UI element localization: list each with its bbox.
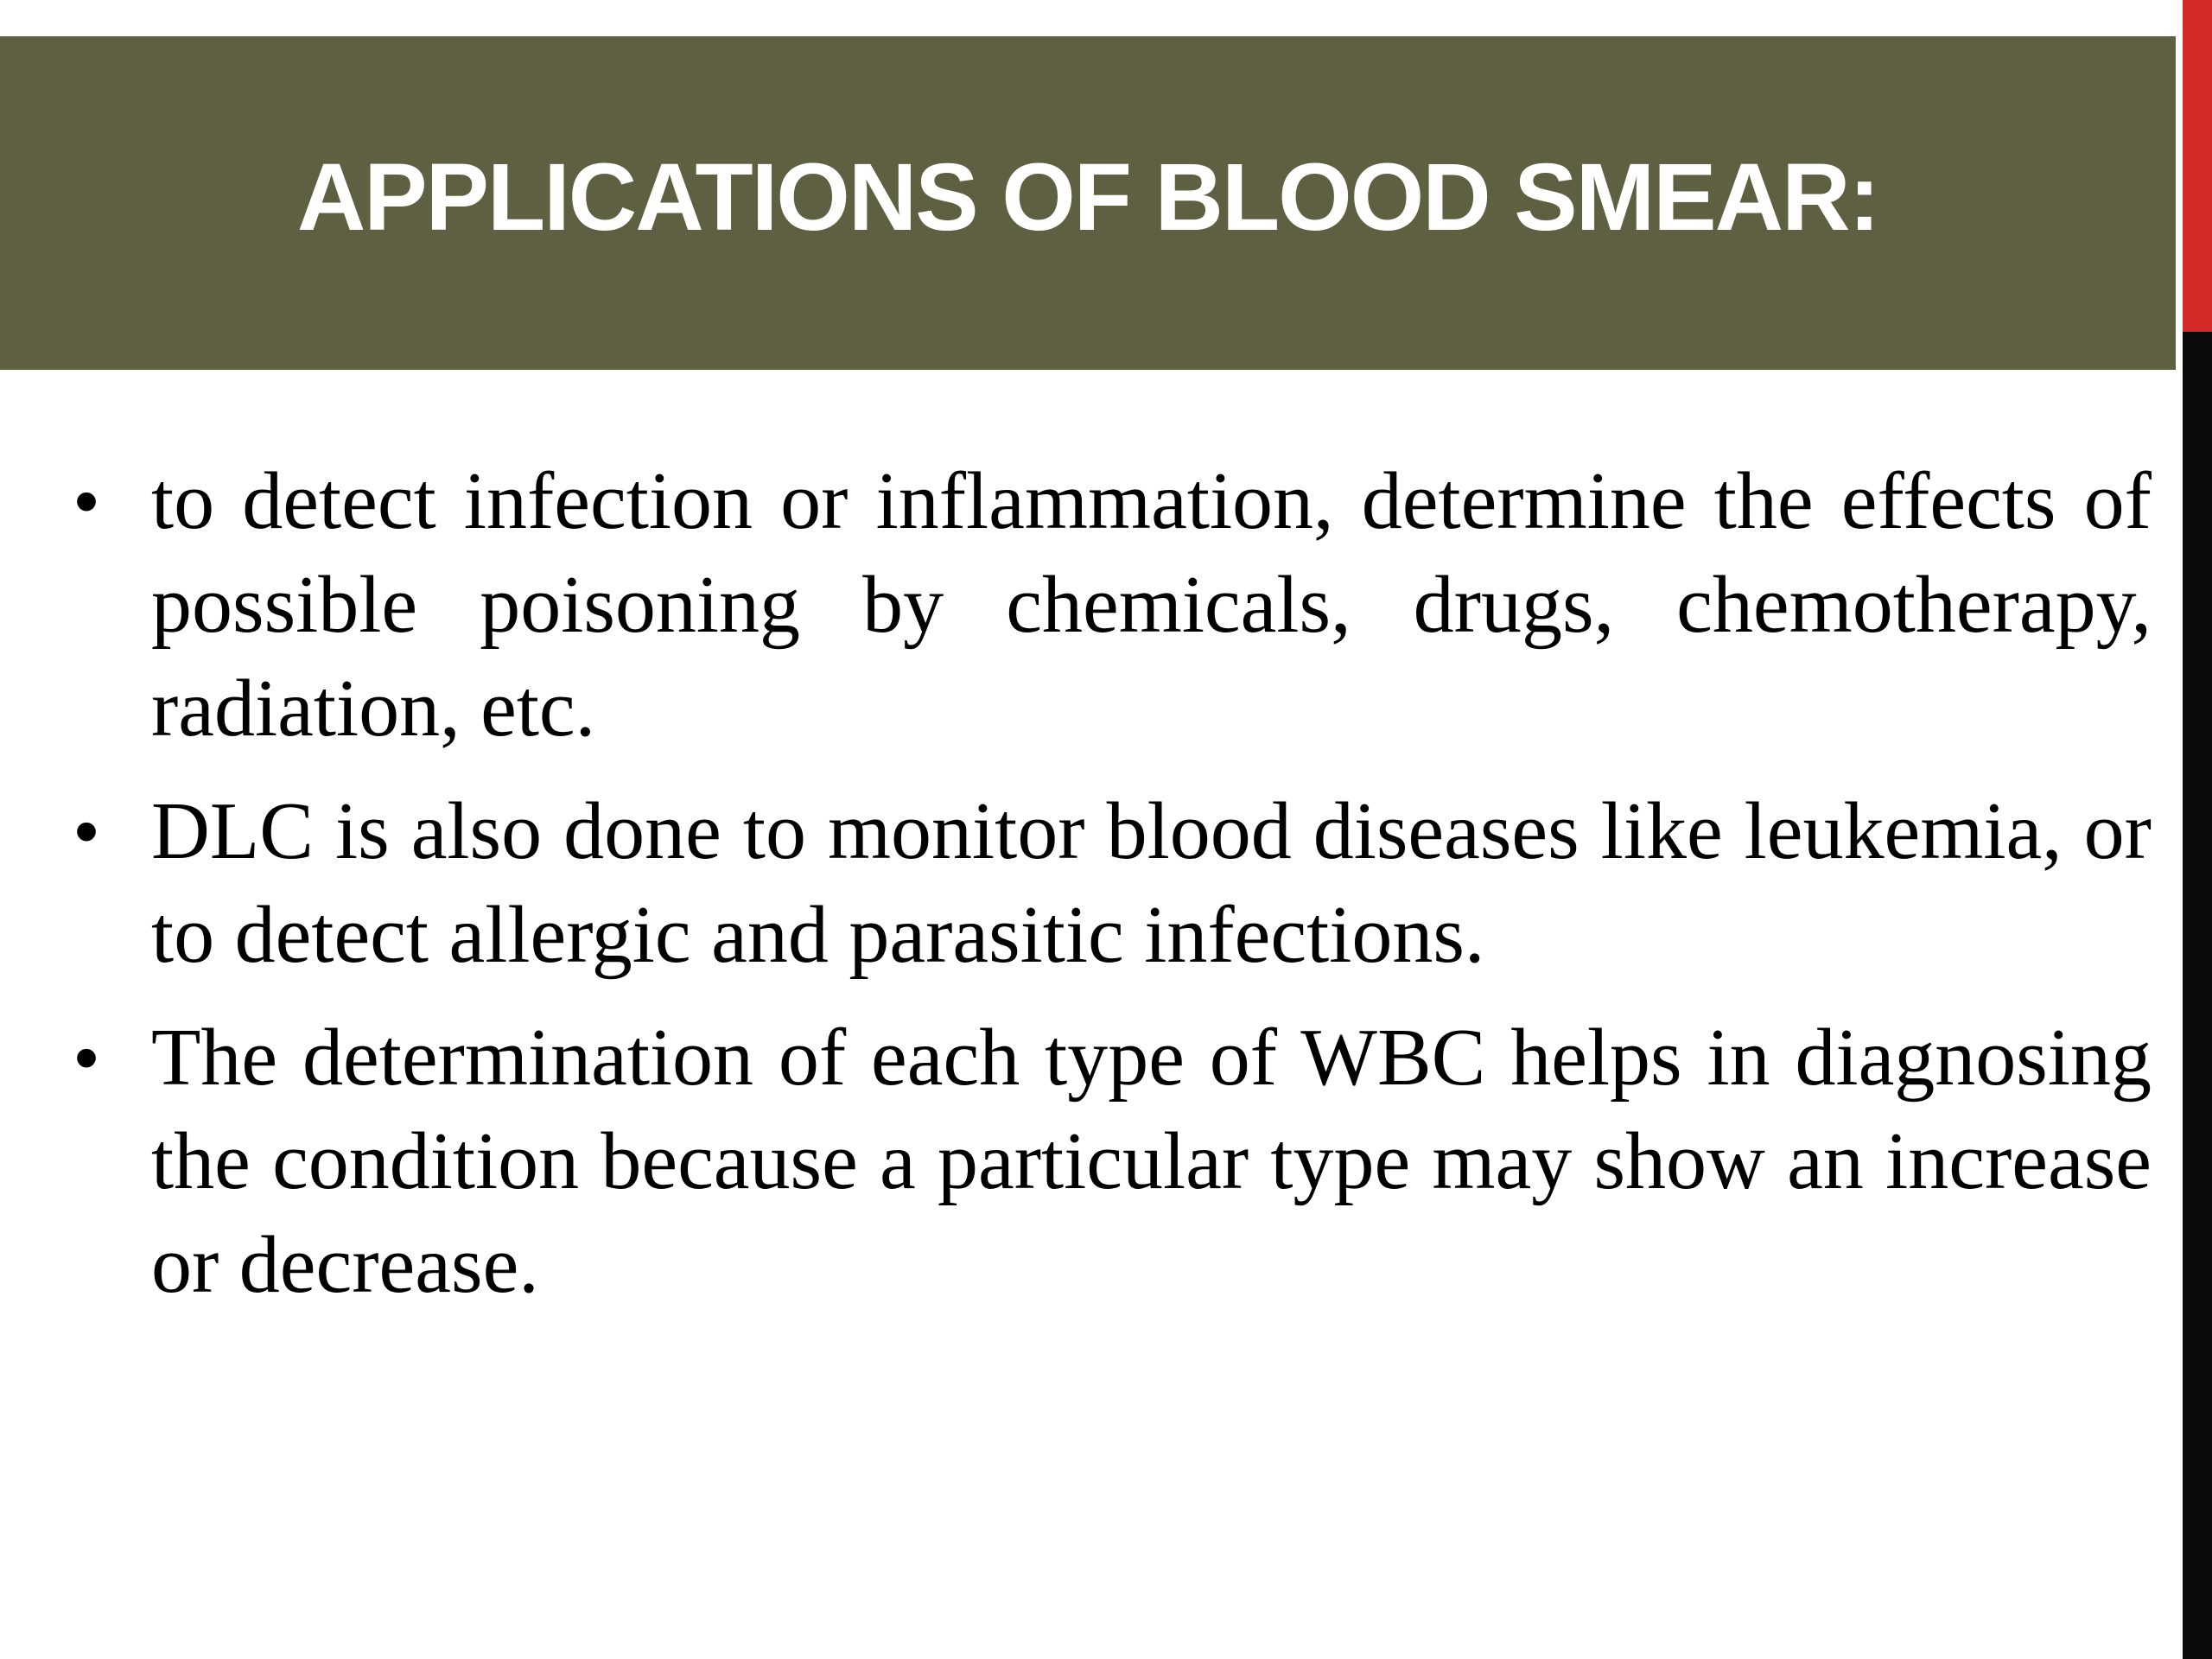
bullet-item (60, 449, 2152, 760)
bullet-text: The determination of each type of WBC helps in diagnosing the condition because a particular type may show an increase or decrease. (151, 1013, 2152, 1310)
bullet-item (60, 779, 2152, 987)
title-band (0, 36, 2176, 370)
bullet-icon: • (73, 462, 99, 539)
bullet-list (60, 449, 2152, 1336)
right-edge-red-bar (2183, 0, 2212, 332)
bullet-text: DLC is also done to monitor blood diseases like leukemia, or to detect allergic and parasitic infections. (151, 786, 2152, 980)
bullet-item (60, 1006, 2152, 1317)
slide-title: APPLICATIONS OF BLOOD SMEAR: (296, 143, 1879, 251)
right-edge-black-bar (2183, 332, 2212, 1659)
bullet-text: to detect infection or inflammation, determine the effects of possible poisoning by chemicals, drugs, chemotherapy, radiation, etc. (151, 456, 2152, 753)
bullet-icon: • (73, 1019, 99, 1096)
bullet-icon: • (73, 792, 99, 869)
